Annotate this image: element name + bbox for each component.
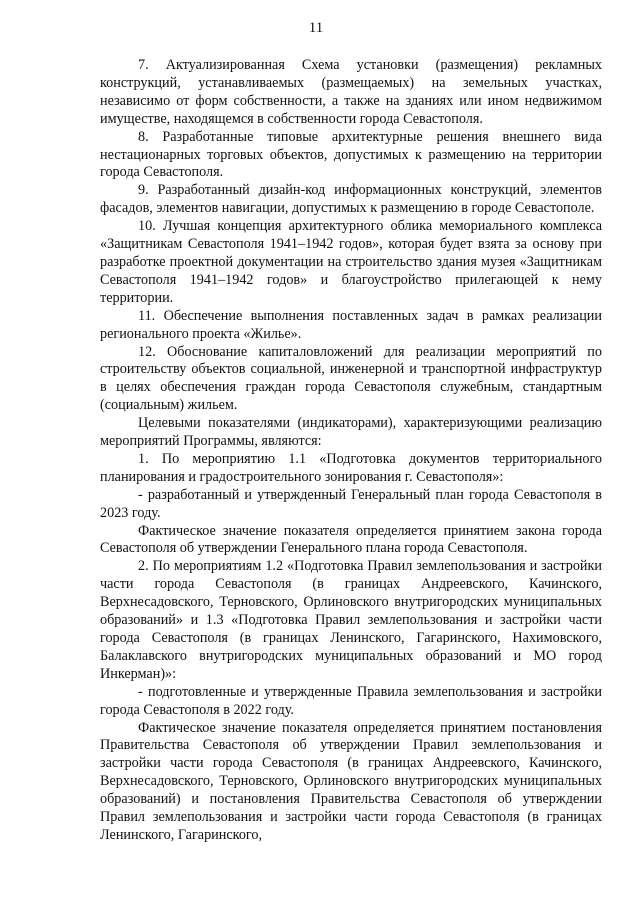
page-number: 11 [308,20,324,36]
paragraph-measure-1-1: 1. По мероприятию 1.1 «Подготовка документов территориального планирования и градостроительного зонирования г. Севастополя»: [100,450,602,485]
paragraph-actual-value-2: Фактическое значение показателя определяется принятием постановления Правительства Севастополя об утверждении Правил землепользования и застройки части города Севастополя (в границах Андреевского, Качинского, Верхнесадовского, Терновского, Орлиновского внутригородских муниципальных образований) и постановления Правительства Севастополя об утверждении Правил землепользования и застройки части города Севастополя (в границах Ленинского, Гагаринского, [100,719,602,843]
paragraph-actual-value-1: Фактическое значение показателя определяется принятием закона города Севастополя об утверждении Генерального плана города Севастополя. [100,522,602,557]
paragraph-10: 10. Лучшая концепция архитектурного облика мемориального комплекса «Защитникам Севастополя 1941–1942 годов», которая будет взята за основу при разработке проектной документации на строительство здания музея «Защитникам Севастополя 1941–1942 годов» и благоустройство прилегающей к нему территории. [100,218,602,306]
paragraph-general-plan: - разработанный и утвержденный Генеральный план города Севастополя в 2023 году. [100,486,602,521]
paragraph-indicators-intro: Целевыми показателями (индикаторами), характеризующими реализацию мероприятий Программы, являются: [100,415,602,450]
paragraph-11: 11. Обеспечение выполнения поставленных задач в рамках реализации регионального проекта «Жилье». [100,307,602,342]
document-body [100,57,602,845]
paragraph-8: 8. Разработанные типовые архитектурные решения внешнего вида нестационарных торговых объектов, допустимых к размещению на территории города Севастополя. [100,128,602,181]
paragraph-land-use-rules: - подготовленные и утвержденные Правила землепользования и застройки города Севастополя в 2022 году. [100,683,602,718]
paragraph-measure-1-2-1-3: 2. По мероприятиям 1.2 «Подготовка Правил землепользования и застройки части города Севастополя (в границах Андреевского, Качинского, Верхнесадовского, Терновского, Орлиновского внутригородских муниципальных образований» и 1.3 «Подготовка Правил землепользования и застройки части города Севастополя (в границах Ленинского, Гагаринского, Нахимовского, Балаклавского внутригородских муниципальных образований и МО город Инкерман)»: [100,558,602,682]
paragraph-9: 9. Разработанный дизайн-код информационных конструкций, элементов фасадов, элементов навигации, допустимых к размещению в городе Севастополе. [100,182,602,217]
paragraph-7: 7. Актуализированная Схема установки (размещения) рекламных конструкций, устанавливаемых (размещаемых) на земельных участках, независимо от форм собственности, а также на зданиях или ином недвижимом имуществе, находящемся в собственности города Севастополя. [100,57,602,127]
paragraph-12: 12. Обоснование капиталовложений для реализации мероприятий по строительству объектов социальной, инженерной и транспортной инфраструктур в целях обеспечения граждан города Севастополя служебным, стандартным (социальным) жильем. [100,343,602,414]
